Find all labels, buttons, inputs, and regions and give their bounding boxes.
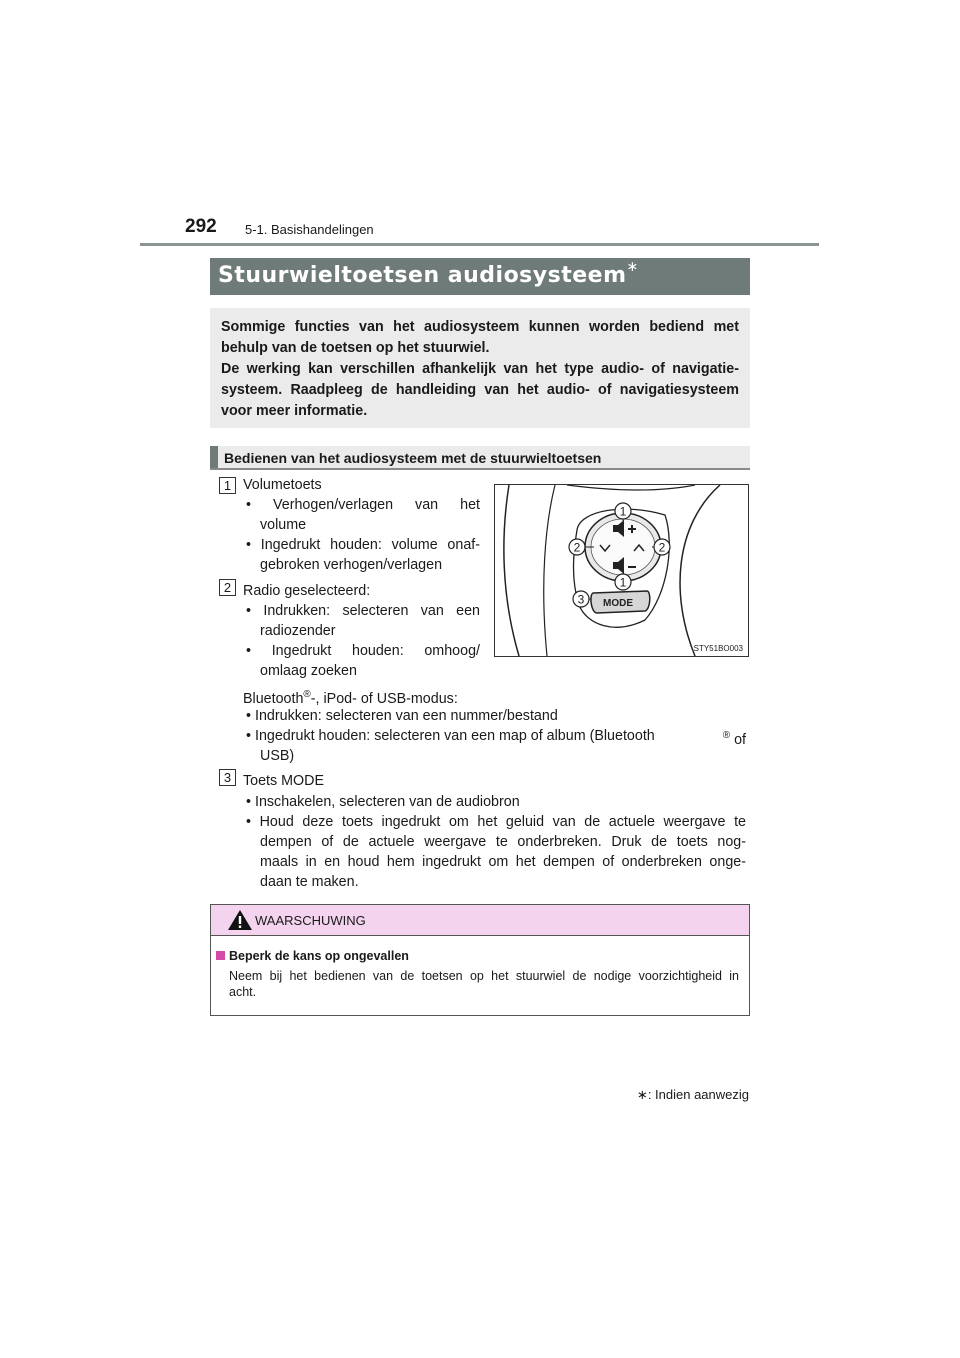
steering-switch-figure — [494, 484, 749, 657]
item2-bullet2: • Ingedrukt houden: omhoog/ — [246, 643, 480, 659]
item1-title: Volumetoets — [243, 477, 322, 493]
item-number-3: 3 — [219, 769, 236, 786]
callout-label: 3 — [577, 592, 585, 607]
item2-title: Radio geselecteerd: — [243, 583, 371, 599]
warning-text-cont: acht. — [229, 985, 257, 999]
warning-title: WAARSCHUWING — [255, 913, 366, 928]
registered-mark: ® — [303, 689, 311, 700]
intro-line: voor meer informatie. — [221, 403, 368, 419]
item3-title: Toets MODE — [243, 773, 325, 789]
header-rule — [140, 243, 819, 246]
item3-bullet2-cont: maals in en houd hem ingedrukt om het dempen of onderbreken onge- — [260, 854, 746, 870]
item2-bullet4-text: • Ingedrukt houden: selecteren van een map of album (Bluetooth — [246, 728, 655, 744]
page-title — [218, 259, 639, 288]
callout-label: 1 — [619, 504, 627, 519]
mode-button-label: MODE — [603, 598, 633, 609]
subheading — [210, 446, 750, 470]
item2-bullet4-of: of — [730, 731, 746, 748]
item2-bullet4-cont: USB) — [260, 748, 295, 764]
page-title-text: Stuurwieltoetsen audiosysteem — [218, 263, 627, 288]
item2-bullet4 — [246, 726, 746, 750]
callout-2-left — [569, 539, 585, 555]
registered-mark: ® — [722, 730, 731, 741]
warning-text: Neem bij het bedienen van de toetsen op het stuurwiel de nodige voorzichtigheid in — [229, 969, 739, 983]
item2-bullet1: • Indrukken: selecteren van een — [246, 603, 480, 619]
subheading-bar — [210, 446, 218, 468]
section-label: 5-1. Basishandelingen — [245, 222, 374, 237]
item3-bullet2: • Houd deze toets ingedrukt om het geluid van de actuele weergave te — [246, 814, 746, 830]
title-bar — [210, 258, 750, 295]
item1-bullet1: • Verhogen/verlagen van het — [246, 497, 480, 513]
item2-bullet1-cont: radiozender — [260, 623, 336, 639]
item-number-1: 1 — [219, 477, 236, 494]
item3-bullet1: • Inschakelen, selecteren van de audiobron — [246, 794, 520, 810]
item1-bullet2-cont: gebroken verhogen/verlagen — [260, 557, 443, 573]
callout-3 — [573, 591, 589, 607]
square-bullet-icon — [216, 951, 225, 960]
item-number-2: 2 — [219, 579, 236, 596]
callout-2-right — [654, 539, 670, 555]
item1-bullet1-cont: volume — [260, 517, 307, 533]
item2-bullet3: • Indrukken: selecteren van een nummer/bestand — [246, 708, 558, 724]
warning-header — [211, 905, 749, 936]
callout-label: 2 — [658, 540, 666, 555]
warning-triangle-icon — [227, 909, 253, 931]
subheading-text: Bedienen van het audiosysteem met de stuurwieltoetsen — [224, 450, 602, 466]
bt-word: Bluetooth — [243, 690, 304, 707]
warning-heading-text: Beperk de kans op ongevallen — [229, 949, 409, 963]
callout-label: 1 — [619, 575, 627, 590]
steering-switch-illustration — [495, 485, 748, 656]
intro-line: De werking kan verschillen afhankelijk van het type audio- of navigatie- — [221, 361, 739, 377]
page-number: 292 — [185, 216, 217, 237]
item3-bullet2-cont: dempen of de actuele weergave te onderbreken. Druk de toets nog- — [260, 834, 746, 850]
item3-bullet2-cont: daan te maken. — [260, 874, 359, 890]
footnote: ∗: Indien aanwezig — [636, 1087, 749, 1102]
callout-1-bottom — [615, 574, 631, 590]
optional-mark: ∗ — [626, 259, 639, 275]
item2-bullet4-end — [723, 726, 746, 750]
intro-line: behulp van de toetsen op het stuurwiel. — [221, 340, 490, 356]
figure-code: STY51BO003 — [693, 644, 743, 653]
intro-line: Sommige functies van het audiosysteem kunnen worden bediend met — [221, 319, 739, 335]
warning-heading — [216, 949, 409, 963]
callout-label: 2 — [573, 540, 581, 555]
item2-bullet2-cont: omlaag zoeken — [260, 663, 357, 679]
intro-box — [210, 308, 750, 428]
item1-bullet2: • Ingedrukt houden: volume onaf- — [246, 537, 480, 553]
bt-rest: -, iPod- of USB-modus: — [310, 690, 458, 707]
intro-line: systeem. Raadpleeg de handleiding van het audio- of navigatiesysteem — [221, 382, 739, 398]
warning-box — [210, 904, 750, 1016]
callout-1-top — [615, 503, 631, 519]
